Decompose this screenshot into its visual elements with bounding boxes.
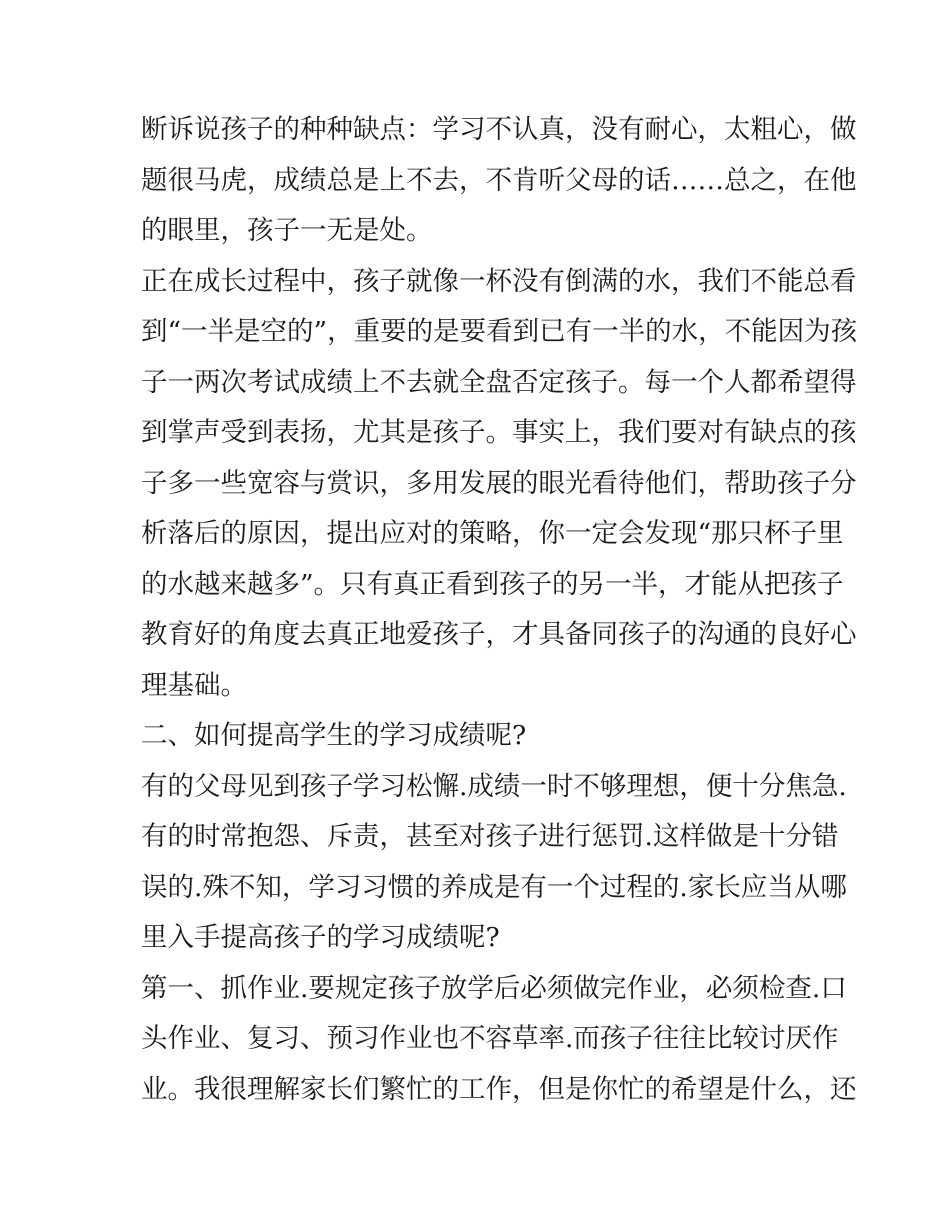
text-line: 的眼里，孩子一无是处。	[141, 215, 433, 246]
section-heading: 二、如何提高学生的学习成绩呢?	[141, 720, 527, 751]
text-line: 析落后的原因，提出应对的策略，你一定会发现“那只杯子里	[141, 518, 844, 549]
text-line: 第一、抓作业.要规定孩子放学后必须做完作业，必须检查.口	[141, 972, 847, 1004]
text-line: 误的.殊不知，学习习惯的养成是有一个过程的.家长应当从哪	[141, 871, 847, 903]
text-line: 业。我很理解家长们繁忙的工作，但是你忙的希望是什么，还	[141, 1073, 857, 1105]
document-body	[141, 105, 858, 1115]
text-line: 的水越来越多”。只有真正看到孩子的另一半，才能从把孩子	[141, 568, 844, 600]
text-line: 子多一些宽容与赏识，多用发展的眼光看待他们，帮助孩子分	[141, 467, 857, 499]
text-line: 理基础。	[141, 669, 247, 701]
text-line: 正在成长过程中，孩子就像一杯没有倒满的水，我们不能总看	[141, 265, 857, 297]
text-line: 到掌声受到表扬，尤其是孩子。事实上，我们要对有缺点的孩	[141, 417, 857, 448]
text-line: 断诉说孩子的种种缺点：学习不认真，没有耐心，太粗心，做	[141, 114, 857, 145]
text-line: 教育好的角度去真正地爱孩子，才具备同孩子的沟通的良好心	[141, 619, 857, 650]
text-line: 有的时常抱怨、斥责，甚至对孩子进行惩罚.这样做是十分错	[141, 821, 839, 852]
text-line: 里入手提高孩子的学习成绩呢?	[141, 922, 500, 953]
text-line: 头作业、复习、预习作业也不容草率.而孩子往往比较讨厌作	[141, 1023, 839, 1054]
text-line: 有的父母见到孩子学习松懈.成绩一时不够理想，便十分焦急.	[141, 770, 847, 802]
text-line: 子一两次考试成绩上不去就全盘否定孩子。每一个人都希望得	[141, 366, 857, 398]
text-line: 题很马虎，成绩总是上不去，不肯听父母的话……总之，在他	[141, 164, 857, 196]
text-line: 到“一半是空的”，重要的是要看到已有一半的水，不能因为孩	[141, 316, 858, 347]
